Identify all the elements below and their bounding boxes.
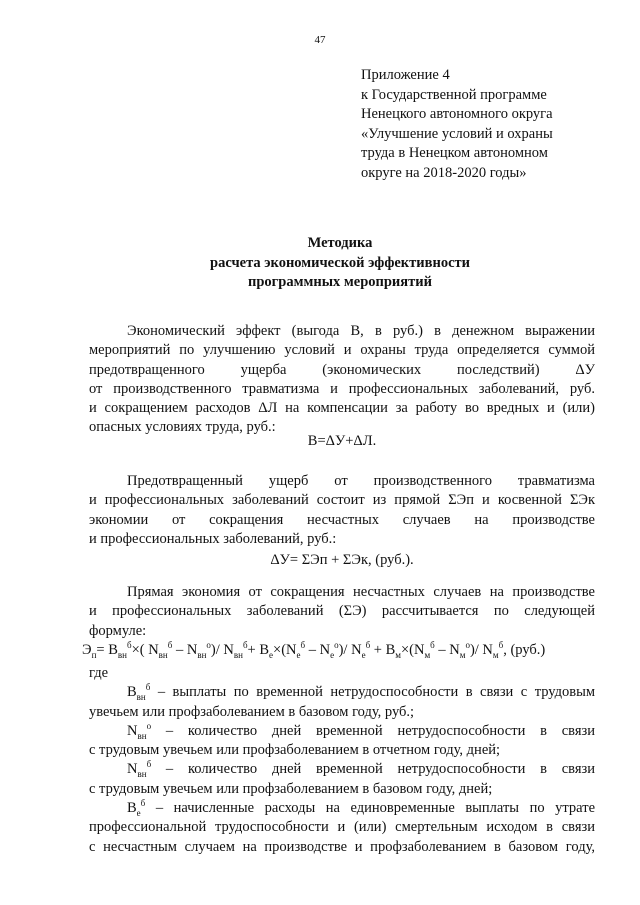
text-line: и профессиональных заболеваний (ΣЭ) рассчитывается по следующей [89,603,595,620]
appendix-line: округе на 2018-2020 годы» [361,164,527,181]
definition-text: – количество дней временной нетрудоспособности в связи [151,722,595,739]
symbol-sup: о [146,721,152,732]
document-title [90,234,590,293]
definition-line [89,683,595,702]
symbol: В [127,684,137,701]
formula-sub: вн [158,649,168,660]
formula-sup: б [126,640,132,651]
symbol-sup: б [145,682,151,693]
formula-sup: б [430,640,435,651]
symbol: N [127,761,138,778]
symbol-sub: вн [136,692,146,703]
formula-sub: е [269,649,274,660]
text-line: от производственного травматизма и профессиональных заболеваний, руб. [89,380,595,397]
definition-text: – начисленные расходы на единовременные выплаты по утрате [145,800,595,817]
text-line: мероприятий по улучшению условий и охраны труда определяется суммой [89,342,595,359]
formula-text: – N [172,642,198,658]
definition-line [89,799,595,818]
title-line: программных мероприятий [248,274,432,290]
symbol-sub: вн [137,730,147,741]
formula-sup: о [334,640,339,651]
definition-line [89,722,595,741]
formula-sub: вн [117,649,127,660]
text-line: Прямая экономия от сокращения несчастных случаев на производстве [127,584,595,600]
paragraph-direct-savings [89,583,595,641]
symbol: В [127,800,137,817]
formula-text: Э [82,642,92,658]
formula-benefit: В=ΔУ+ΔЛ. [307,433,377,449]
text-line: экономии от сокращения несчастных случаев на производстве [89,511,595,528]
appendix-line: «Улучшение условий и охраны [361,125,553,142]
appendix-line: труда в Ненецком автономном [361,145,548,161]
definition-text: – выплаты по временной нетрудоспособности в связи с трудовым [150,684,595,701]
appendix-line: Приложение 4 [361,67,450,83]
formula-sub: м [424,649,431,660]
title-line: Методика [307,235,373,251]
text-line: и профессиональных заболеваний состоит из прямой ΣЭп и косвенной ΣЭк [89,492,595,509]
formula-direct-savings [82,642,545,659]
text-line: Предотвращенный ущерб от производственного травматизма [127,473,595,489]
definition-line: профессиональной трудоспособности и (или) смертельным исходом в связи [89,819,595,836]
formula-sub: м [395,649,401,660]
formula-text: ×(N [400,642,425,658]
formula-sup: б [498,640,504,651]
formula-sub: е [330,649,335,660]
formula-sub: п [91,649,97,660]
formula-text: ×( N [131,642,159,658]
formula-text: + В [247,642,270,658]
formula-text: )/ N [210,642,234,658]
definition-line: с трудовым увечьем или профзаболеванием в базовом году, дней; [89,780,493,797]
definitions-block [89,664,595,857]
formula-text: – N [305,642,331,658]
formula-text: = В [96,642,118,658]
formula-sub: е [296,649,301,660]
formula-sup: б [300,640,306,651]
definition-line: с несчастным случаем на производстве и профзаболеванием в базовом году, [89,838,595,855]
formula-text: + В [370,642,396,658]
text-line: предотвращенного ущерба (экономических последствий) ΔУ [89,361,595,378]
appendix-line: к Государственной программе [361,86,547,103]
title-line: расчета экономической эффективности [210,254,470,271]
definition-line: увечьем или профзаболеванием в базовом году, руб.; [89,703,415,720]
formula-damage: ΔУ= ΣЭп + ΣЭк, (руб.). [270,552,414,568]
formula-sup: б [242,640,248,651]
text-line: и сокращением расходов ΔЛ на компенсации за работу во вредных и (или) [89,400,595,417]
formula-text: )/ N [338,642,362,658]
definition-line: с трудовым увечьем или профзаболеванием в отчетном году, дней; [89,742,501,759]
formula-sub: вн [197,649,207,660]
formula-sup: б [167,640,173,651]
where-label: где [89,665,109,681]
appendix-header [361,66,553,183]
symbol: N [127,722,138,739]
formula-sub: м [492,649,499,660]
text-line: Экономический эффект (выгода В, в руб.) в денежном выражении [127,323,595,339]
formula-sup: о [465,640,470,651]
symbol-sub: вн [137,769,147,780]
text-line: формуле: [89,622,147,639]
formula-sub: вн [233,649,243,660]
formula-text: )/ N [469,642,493,658]
symbol-sup: б [140,798,146,809]
paragraph-prevented-damage [89,472,595,549]
formula-text: – N [434,642,460,658]
page-number: 47 [314,34,326,46]
definition-text: – количество дней временной нетрудоспособности в связи [151,761,595,778]
formula-sub: м [459,649,466,660]
definition-line [89,760,595,779]
symbol-sup: б [146,759,152,770]
formula-sub: е [361,649,366,660]
appendix-line: Ненецкого автономного округа [361,106,553,122]
symbol-sub: е [136,807,141,818]
formula-sup: б [365,640,371,651]
text-line: и профессиональных заболеваний, руб.: [89,530,337,547]
paragraph-economic-effect [89,322,595,438]
formula-text: ×(N [273,642,297,658]
formula-sup: о [206,640,211,651]
formula-text: , (руб.) [503,642,546,658]
text-line: опасных условиях труда, руб.: [89,419,276,436]
